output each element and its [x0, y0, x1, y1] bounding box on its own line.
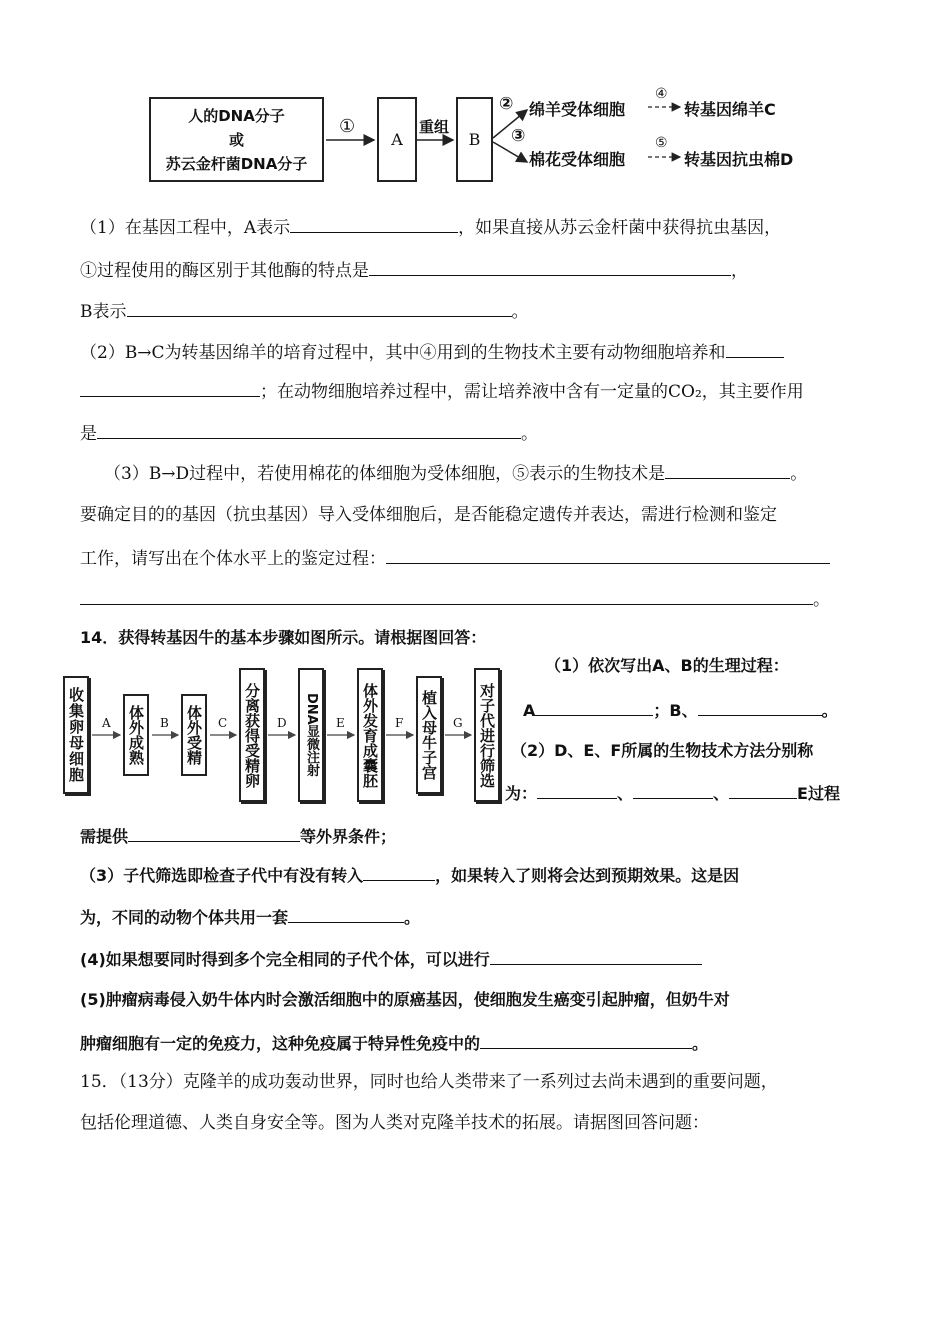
q13-p6-suffix: 。 [521, 424, 538, 444]
answer-blank[interactable] [480, 1030, 692, 1049]
q14-sub1-answers [523, 697, 838, 723]
q14-sub2-answers [505, 780, 840, 806]
recombine-label: 重组 [419, 118, 450, 136]
q14-line-5 [80, 823, 396, 849]
step-4-label: ④ [655, 86, 668, 102]
source-line-2: 或 [228, 130, 244, 149]
answer-blank[interactable] [288, 904, 404, 923]
source-line-1: 人的DNA分子 [188, 106, 285, 125]
answer-blank[interactable] [665, 460, 790, 479]
q14-b-label: ；B、 [653, 701, 698, 720]
flow-box-3: 体外受精 [181, 694, 207, 776]
flow-box-1: 收集卵母细胞 [63, 676, 89, 794]
flow-box-2: 体外成熟 [123, 694, 149, 776]
flow-box-8: 对子代进行筛选 [474, 668, 500, 802]
answer-blank[interactable] [726, 339, 784, 358]
answer-blank[interactable] [729, 780, 797, 799]
flow-box-6: 体外发育成囊胚 [357, 668, 383, 802]
q14-sub2: （2）D、E、F所属的生物技术方法分别称 [511, 741, 814, 760]
q13-p3-suffix: 。 [511, 302, 529, 322]
q14-s10-suffix: 。 [692, 1034, 709, 1053]
q13-p1-suffix: ，如果直接从苏云金杆菌中获得抗虫基因， [458, 218, 782, 238]
sheep-result-label: 转基因绵羊C [684, 100, 776, 119]
q14-s7-suffix: 。 [404, 908, 421, 927]
q14-title: 14．获得转基因牛的基本步骤如图所示。请根据图回答： [80, 628, 487, 647]
q14-s5-suffix: 等外界条件； [300, 827, 397, 846]
q14-s10-prefix: 肿瘤细胞有一定的免疫力，这种免疫属于特异性免疫中的 [80, 1034, 481, 1053]
q14-s7-prefix: 为，不同的动物个体共用一套 [80, 908, 289, 927]
q14-s6-suffix: ，如果转入了则将会达到预期效果。这是因 [435, 866, 740, 885]
q14-s2-end: 。 [821, 701, 838, 720]
answer-blank[interactable] [128, 823, 300, 842]
flow-arrow-b: B [160, 716, 169, 730]
q14-a-label: A [523, 701, 536, 720]
q13-p9-prefix: 工作，请写出在个体水平上的鉴定过程： [80, 549, 386, 569]
q14-line-10 [80, 1030, 708, 1056]
q14-s5-prefix: 需提供 [80, 827, 129, 846]
flow-arrow-d: D [277, 716, 287, 730]
cotton-cell-label: 棉花受体细胞 [529, 150, 626, 169]
q14-line-9: (5)肿瘤病毒侵入奶牛体内时会激活细胞中的原癌基因，使细胞发生癌变引起肿瘤，但奶牛对 [80, 990, 730, 1009]
flow-arrow-g: G [453, 716, 463, 730]
q13-p8: 要确定目的的基因（抗虫基因）导入受体细胞后，是否能稳定遗传并表达，需进行检测和鉴定 [80, 505, 777, 525]
flow-box-4: 分离获得受精卵 [239, 668, 265, 802]
q13-p4-prefix: （2）B→C为转基因绵羊的培育过程中，其中④用到的生物技术主要有动物细胞培养和 [80, 343, 726, 363]
source-line-3: 苏云金杆菌DNA分子 [165, 154, 308, 173]
flow-arrow-c: C [218, 716, 228, 730]
q13-p3-prefix: B表示 [80, 302, 127, 322]
step-1-label: ① [339, 116, 356, 137]
q15-line-1: 15．（13分）克隆羊的成功轰动世界，同时也给人类带来了一系列过去尚未遇到的重要问题， [80, 1072, 778, 1092]
q14-s4-sep2: 、 [713, 784, 730, 803]
q14-line-7 [80, 904, 420, 930]
q15-line-2: 包括伦理道德、人类自身安全等。图为人类对克隆羊技术的拓展。请据图回答问题： [80, 1113, 709, 1133]
q13-p2-prefix: ①过程使用的酶区别于其他酶的特点是 [80, 261, 369, 281]
q14-s4-sep1: 、 [617, 784, 634, 803]
q14-sub1: （1）依次写出A、B的生理过程： [545, 656, 789, 675]
q14-line-6 [80, 862, 739, 888]
q13-p5-suffix: ；在动物细胞培养过程中，需让培养液中含有一定量的CO₂，其主要作用 [260, 382, 804, 402]
q14-s4-prefix: 为： [505, 784, 538, 803]
step-5-label: ⑤ [655, 135, 668, 151]
answer-blank[interactable] [698, 697, 822, 716]
q14-s8: (4)如果想要同时得到多个完全相同的子代个体，可以进行 [80, 950, 490, 969]
box-a-label: A [391, 130, 403, 149]
q13-p1-prefix: （1）在基因工程中，A表示 [80, 218, 291, 238]
flow-arrow-a: A [102, 716, 111, 730]
answer-blank[interactable] [537, 780, 617, 799]
flow-box-7: 植入母牛子宫 [416, 676, 442, 794]
answer-blank[interactable] [633, 780, 713, 799]
answer-blank[interactable] [490, 946, 702, 965]
q13-p7-suffix: 。 [790, 464, 808, 484]
flow-arrow-e: E [336, 716, 345, 730]
step-2-label: ② [499, 94, 514, 114]
flow-arrows [0, 0, 520, 820]
flow-arrow-f: F [395, 716, 404, 730]
q13-p10-suffix: 。 [813, 590, 830, 610]
q14-s4-suffix: E过程 [797, 784, 840, 803]
q13-p6-prefix: 是 [80, 424, 97, 444]
sheep-cell-label: 绵羊受体细胞 [529, 100, 626, 119]
q13-p7-prefix: （3）B→D过程中，若使用棉花的体细胞为受体细胞，⑤表示的生物技术是 [104, 464, 666, 484]
step-3-label: ③ [511, 126, 526, 146]
answer-blank[interactable] [363, 862, 435, 881]
q14-line-8 [80, 946, 702, 972]
q13-p2-suffix: ， [731, 261, 748, 281]
cotton-result-label: 转基因抗虫棉D [684, 150, 794, 169]
flow-box-5: DNA显微注射 [298, 668, 324, 802]
box-b-label: B [468, 130, 481, 149]
answer-blank[interactable] [535, 697, 653, 716]
q14-s6-prefix: （3）子代筛选即检查子代中有没有转入 [80, 866, 364, 885]
